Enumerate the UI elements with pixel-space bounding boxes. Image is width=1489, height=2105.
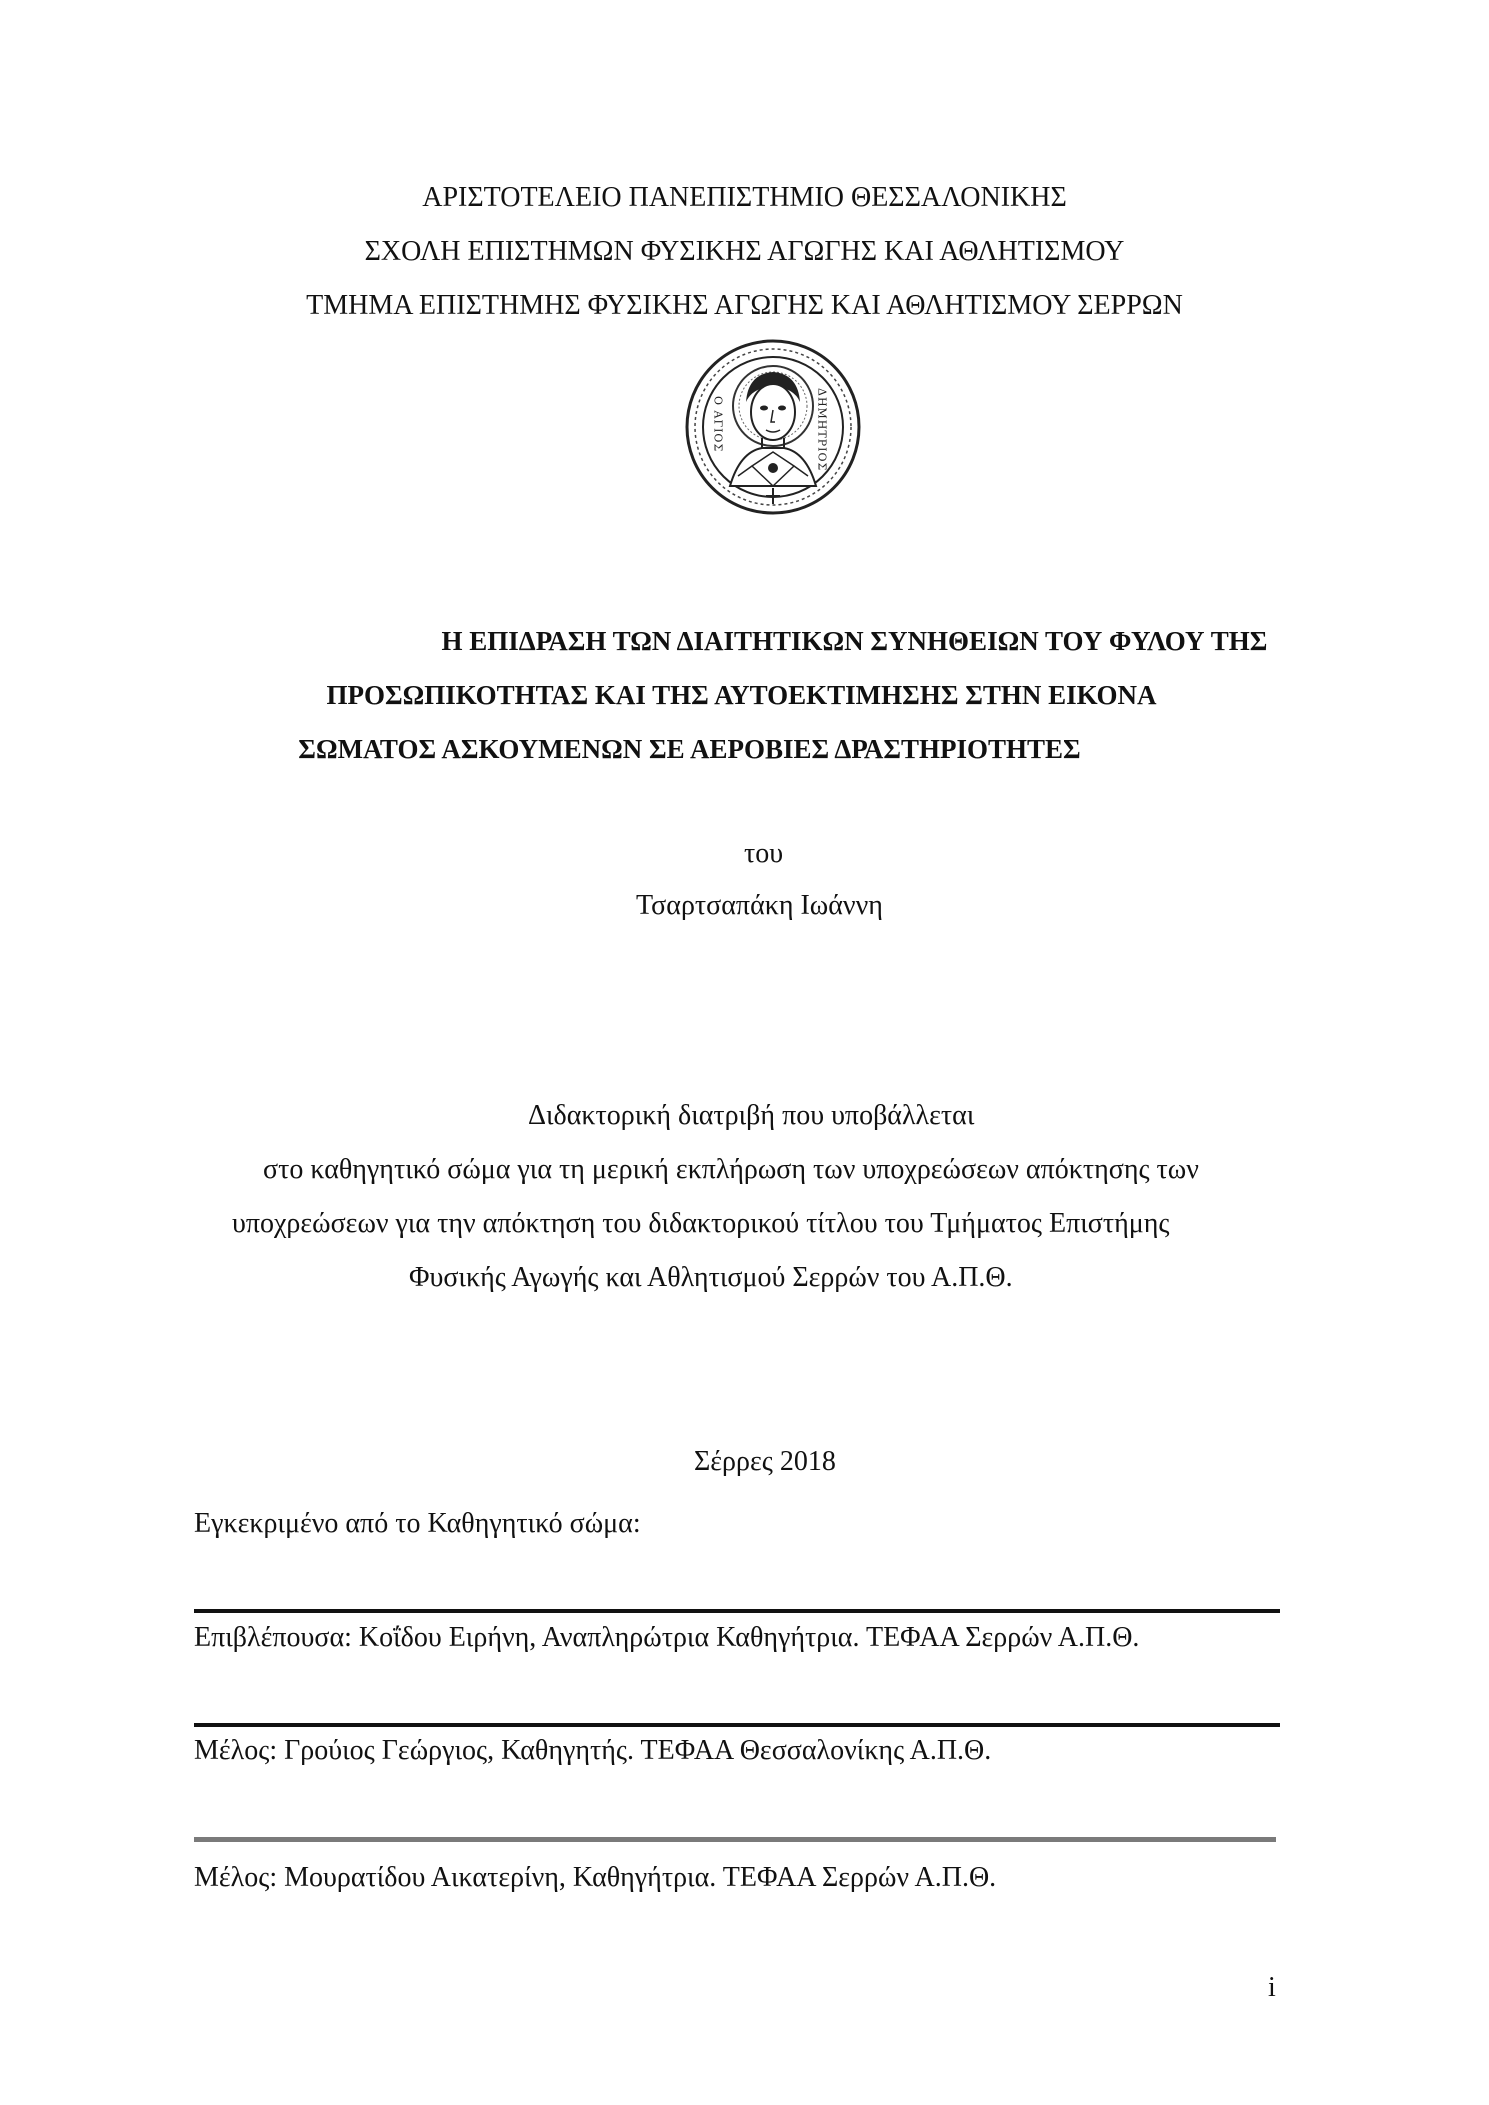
university-name: ΑΡΙΣΤΟΤΕΛΕΙΟ ΠΑΝΕΠΙΣΤΗΜΙΟ ΘΕΣΣΑΛΟΝΙΚΗΣ	[422, 182, 1067, 213]
department-name: ΤΜΗΜΑ ΕΠΙΣΤΗΜΗΣ ΦΥΣΙΚΗΣ ΑΓΩΓΗΣ ΚΑΙ ΑΘΛΗΤΙΣΜΟΥ ΣΕΡΡΩΝ	[306, 290, 1183, 321]
place-date: Σέρρες 2018	[694, 1446, 836, 1477]
seal-lettering-right: ΔΗΜΗΤΡΙΟΣ	[815, 388, 829, 472]
submission-line-3: υποχρεώσεων για την απόκτηση του διδακτορικού τίτλου του Τμήματος Επιστήμης	[232, 1208, 1170, 1239]
university-seal-icon	[682, 336, 864, 518]
submission-line-4: Φυσικής Αγωγής και Αθλητισμού Σερρών του Α.Π.Θ.	[409, 1262, 1013, 1293]
thesis-title-line-3: ΣΩΜΑΤΟΣ ΑΣΚΟΥΜΕΝΩΝ ΣΕ ΑΕΡΟΒΙΕΣ ΔΡΑΣΤΗΡΙΟΤΗΤΕΣ	[298, 734, 1081, 764]
seal-lettering-left: Ο ΑΓΙΟΣ	[711, 396, 725, 453]
approval-heading: Εγκεκριμένο από το Καθηγητικό σώμα:	[194, 1508, 641, 1539]
signature-rule-member-2	[194, 1837, 1276, 1842]
submission-line-1: Διδακτορική διατριβή που υποβάλλεται	[528, 1100, 975, 1131]
thesis-title-line-2: ΠΡΟΣΩΠΙΚΟΤΗΤΑΣ ΚΑΙ ΤΗΣ ΑΥΤΟΕΚΤΙΜΗΣΗΣ ΣΤΗΝ ΕΙΚΟΝΑ	[326, 680, 1157, 710]
member-2-line: Μέλος: Μουρατίδου Αικατερίνη, Καθηγήτρια. ΤΕΦΑΑ Σερρών Α.Π.Θ.	[194, 1862, 997, 1893]
author-by: του	[744, 838, 784, 869]
member-1-line: Μέλος: Γρούιος Γεώργιος, Καθηγητής. ΤΕΦΑΑ Θεσσαλονίκης Α.Π.Θ.	[194, 1735, 992, 1766]
supervisor-line: Επιβλέπουσα: Κοΐδου Ειρήνη, Αναπληρώτρια Καθηγήτρια. ΤΕΦΑΑ Σερρών Α.Π.Θ.	[194, 1622, 1140, 1653]
author-name: Τσαρτσαπάκη Ιωάννη	[636, 890, 883, 921]
page-number: i	[1268, 1972, 1276, 2003]
signature-rule-member-1	[194, 1723, 1280, 1727]
signature-rule-supervisor	[194, 1609, 1280, 1613]
submission-line-2: στο καθηγητικό σώμα για τη μερική εκπλήρωση των υποχρεώσεων απόκτησης των	[263, 1154, 1199, 1185]
thesis-title-line-1: Η ΕΠΙΔΡΑΣΗ ΤΩΝ ΔΙΑΙΤΗΤΙΚΩΝ ΣΥΝΗΘΕΙΩΝ ΤΟΥ ΦΥΛΟΥ ΤΗΣ	[441, 626, 1268, 656]
school-name: ΣΧΟΛΗ ΕΠΙΣΤΗΜΩΝ ΦΥΣΙΚΗΣ ΑΓΩΓΗΣ ΚΑΙ ΑΘΛΗΤΙΣΜΟΥ	[364, 236, 1125, 267]
